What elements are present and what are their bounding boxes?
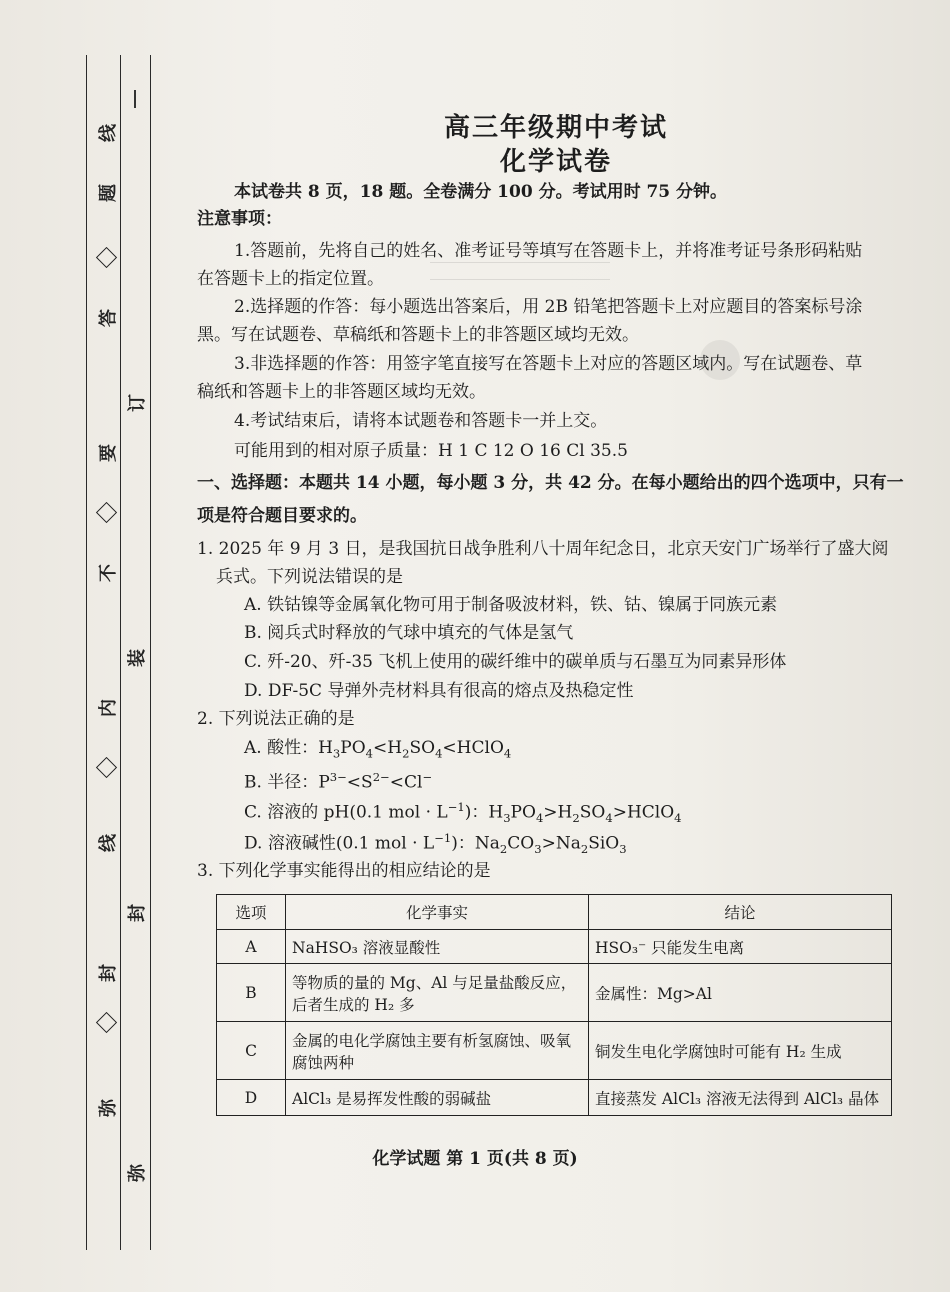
header-fact: 化学事实 xyxy=(286,895,589,930)
row-fact: AlCl₃ 是易挥发性酸的弱碱盐 xyxy=(286,1080,589,1116)
q1-stem: 兵式。下列说法错误的是 xyxy=(216,567,403,587)
q2-option-a: A. 酸性：$H_3PO_4<H_2SO_4<HClO_4$ xyxy=(244,738,512,761)
row-conclusion: HSO₃⁻ 只能发生电离 xyxy=(589,930,892,964)
table-row xyxy=(217,964,892,1022)
exam-summary: 本试卷共 8 页，18 题。全卷满分 100 分。考试用时 75 分钟。 xyxy=(234,182,728,202)
q2-option-b: B. 半径：$P^{3-}<S^{2-}<Cl^-$ xyxy=(244,770,433,793)
binding-char: 题 xyxy=(98,184,119,202)
binding-char: 弥 xyxy=(98,1099,119,1117)
cut-dash xyxy=(134,90,136,108)
note-text: 4.考试结束后，请将本试题卷和答题卡一并上交。 xyxy=(234,411,608,431)
q1-option-a: A. 铁钴镍等金属氧化物可用于制备吸波材料，铁、钴、镍属于同族元素 xyxy=(244,595,778,615)
q2-option-d: D. 溶液碱性(0.1 mol · $L^{-1}$)：$Na_2CO_3>Na_2SiO_3$ xyxy=(244,831,627,857)
diamond-mark xyxy=(96,1012,117,1033)
notes-heading: 注意事项： xyxy=(197,209,282,229)
binding-char: 不 xyxy=(98,564,119,582)
row-conclusion: 铜发生电化学腐蚀时可能有 H₂ 生成 xyxy=(589,1022,892,1080)
row-conclusion: 直接蒸发 AlCl₃ 溶液无法得到 AlCl₃ 晶体 xyxy=(589,1080,892,1116)
binding-char: 订 xyxy=(127,394,148,412)
q3-table xyxy=(216,894,892,1116)
table-row xyxy=(217,1080,892,1116)
row-fact: 等物质的量的 Mg、Al 与足量盐酸反应，后者生成的 H₂ 多 xyxy=(286,964,589,1022)
row-option: A xyxy=(217,930,286,964)
exam-title: 高三年级期中考试 xyxy=(443,113,668,143)
binding-char: 线 xyxy=(98,124,119,142)
binding-char: 答 xyxy=(98,309,119,327)
atomic-masses: 可能用到的相对原子质量：H 1 C 12 O 16 Cl 35.5 xyxy=(234,441,628,461)
row-option: B xyxy=(217,964,286,1022)
q1-option-b: B. 阅兵式时释放的气球中填充的气体是氢气 xyxy=(244,623,574,643)
table-header-row xyxy=(217,895,892,930)
binding-char: 封 xyxy=(127,904,148,922)
table-row xyxy=(217,930,892,964)
exam-subtitle: 化学试卷 xyxy=(499,147,612,177)
table-row xyxy=(217,1022,892,1080)
binding-line-inner xyxy=(150,55,151,1250)
q2-option-c: C. 溶液的 pH(0.1 mol · $L^{-1}$)：$H_3PO_4>H_2SO_4>HClO_4$ xyxy=(244,800,682,826)
header-conclusion: 结论 xyxy=(589,895,892,930)
binding-line-middle xyxy=(120,55,121,1250)
q1-option-d: D. DF-5C 导弹外壳材料具有很高的熔点及热稳定性 xyxy=(244,681,634,701)
header-option: 选项 xyxy=(217,895,286,930)
binding-char: 封 xyxy=(98,964,119,982)
section-heading: 项是符合题目要求的。 xyxy=(197,506,367,526)
note-text: 黑。写在试题卷、草稿纸和答题卡上的非答题区域均无效。 xyxy=(197,325,639,345)
row-fact: 金属的电化学腐蚀主要有析氢腐蚀、吸氧腐蚀两种 xyxy=(286,1022,589,1080)
section-heading: 一、选择题：本题共 14 小题，每小题 3 分，共 42 分。在每小题给出的四个选项中，只有一 xyxy=(197,473,904,493)
q3-stem: 3. 下列化学事实能得出的相应结论的是 xyxy=(197,861,491,881)
diamond-mark xyxy=(96,247,117,268)
row-option: D xyxy=(217,1080,286,1116)
bleed-through-texture xyxy=(430,262,610,280)
row-conclusion: 金属性：Mg>Al xyxy=(589,964,892,1022)
q2-stem: 2. 下列说法正确的是 xyxy=(197,709,355,729)
binding-char: 线 xyxy=(98,834,119,852)
row-option: C xyxy=(217,1022,286,1080)
note-text: 1.答题前，先将自己的姓名、准考证号等填写在答题卡上，并将准考证号条形码粘贴 xyxy=(234,241,863,261)
diamond-mark xyxy=(96,502,117,523)
row-fact: NaHSO₃ 溶液显酸性 xyxy=(286,930,589,964)
note-text: 在答题卡上的指定位置。 xyxy=(197,269,384,289)
note-text: 3.非选择题的作答：用签字笔直接写在答题卡上对应的答题区域内。写在试题卷、草 xyxy=(234,354,863,374)
q1-stem: 1. 2025 年 9 月 3 日，是我国抗日战争胜利八十周年纪念日，北京天安门广场举行了盛大阅 xyxy=(197,539,889,559)
note-text: 稿纸和答题卡上的非答题区域均无效。 xyxy=(197,382,486,402)
q1-option-c: C. 歼-20、歼-35 飞机上使用的碳纤维中的碳单质与石墨互为同素异形体 xyxy=(244,652,787,672)
binding-char: 内 xyxy=(98,699,119,717)
note-text: 2.选择题的作答：每小题选出答案后，用 2B 铅笔把答题卡上对应题目的答案标号涂 xyxy=(234,297,863,317)
binding-line-outer xyxy=(86,55,87,1250)
binding-char: 要 xyxy=(98,444,119,462)
binding-char: 装 xyxy=(127,649,148,667)
page-footer: 化学试题 第 1 页(共 8 页) xyxy=(372,1149,578,1169)
diamond-mark xyxy=(96,757,117,778)
binding-char: 弥 xyxy=(127,1164,148,1182)
